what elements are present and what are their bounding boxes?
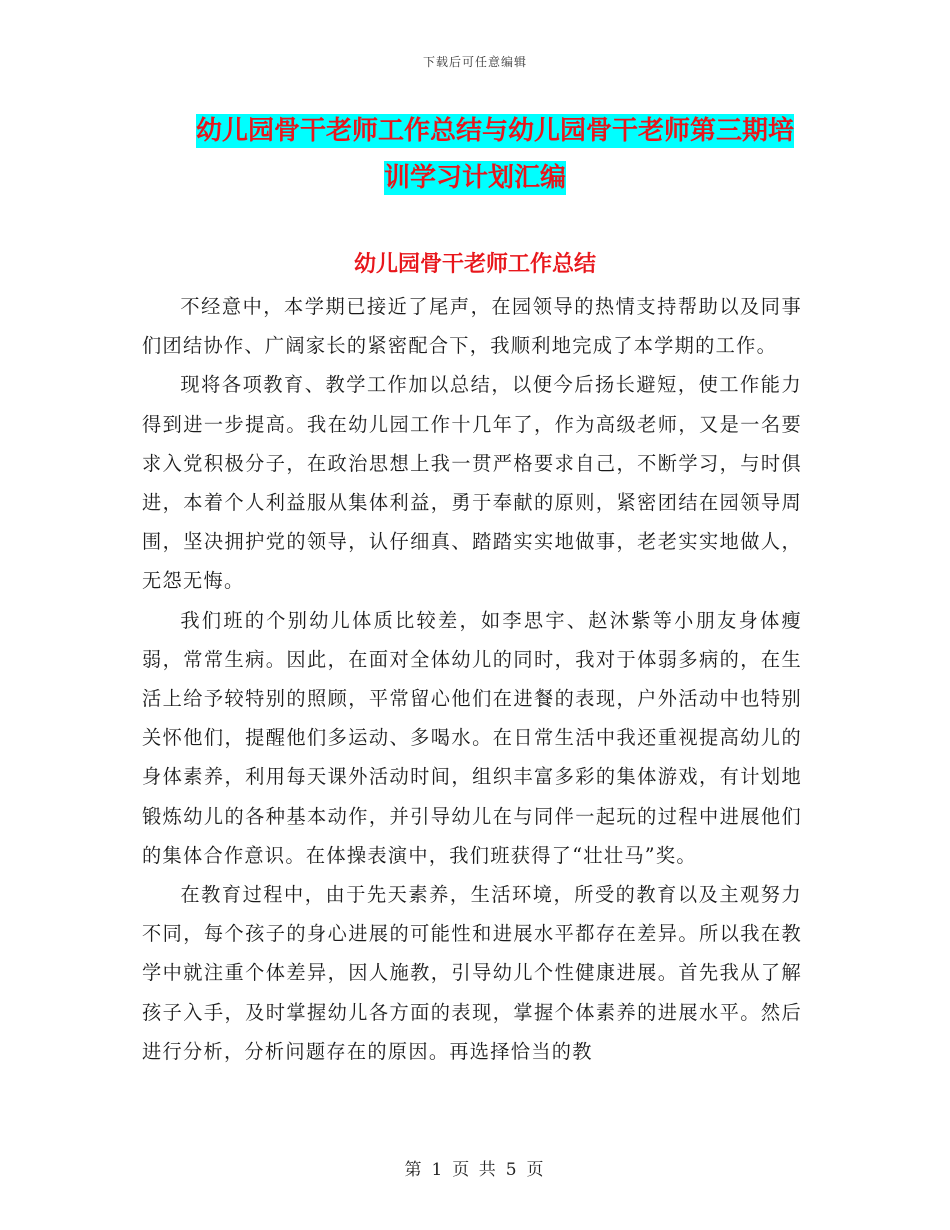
paragraph-4: 在教育过程中，由于先天素养，生活环境，所受的教育以及主观努力不同，每个孩子的身心进展的可能性和进展水平都存在差异。所以我在教学中就注重个体差异，因人施教，引导幼儿个性健康进展。首先我从了解孩子入手，及时掌握幼儿各方面的表现，掌握个体素养的进展水平。然后进行分析，分析问题存在的原因。再选择恰当的教 [142, 883, 802, 1063]
page-number: 1 [431, 1160, 445, 1180]
paragraph-2: 现将各项教育、教学工作加以总结，以便今后扬长避短，使工作能力得到进一步提高。我在幼儿园工作十几年了，作为高级老师，又是一名要求入党积极分子，在政治思想上我一贯严格要求自己，不断学习，与时俱进，本着个人利益服从集体利益，勇于奉献的原则，紧密团结在园领导周围，坚决拥护党的领导，认仔细真、踏踏实实地做事，老老实实地做人，无怨无悔。 [142, 373, 802, 593]
footer-prefix: 第 [404, 1160, 424, 1180]
footer-suffix: 页 [526, 1160, 546, 1180]
header-note: 下载后可任意编辑 [422, 55, 527, 69]
paragraph-3: 我们班的个别幼儿体质比较差，如李思宇、赵沐紫等小朋友身体瘦弱，常常生病。因此，在面对全体幼儿的同时，我对于体弱多病的，在生活上给予较特别的照顾，平常留心他们在进餐的表现，户外活动中也特别关怀他们，提醒他们多运动、多喝水。在日常生活中我还重视提高幼儿的身体素养，利用每天课外活动时间，组织丰富多彩的集体游戏，有计划地锻炼幼儿的各种基本动作，并引导幼儿在与同伴一起玩的过程中进展他们的集体合作意识。在体操表演中，我们班获得了“壮壮马”奖。 [142, 608, 802, 867]
title-line-2-wrapper [140, 155, 840, 202]
total-pages: 5 [505, 1160, 519, 1180]
title-line-1: 幼儿园骨干老师工作总结与幼儿园骨干老师第三期培 [196, 116, 795, 146]
body-text [142, 287, 802, 1071]
paragraph-1: 不经意中，本学期已接近了尾声，在园领导的热情支持帮助以及同事们团结协作、广阔家长的紧密配合下，我顺利地完成了本学期的工作。 [142, 295, 802, 358]
title-line-1-wrapper [140, 108, 840, 155]
page-footer [0, 1155, 950, 1180]
document-title [140, 108, 840, 202]
title-line-2: 训学习计划汇编 [384, 163, 567, 193]
footer-mid: 页 共 [452, 1160, 498, 1180]
section-heading: 幼儿园骨干老师工作总结 [353, 252, 596, 277]
